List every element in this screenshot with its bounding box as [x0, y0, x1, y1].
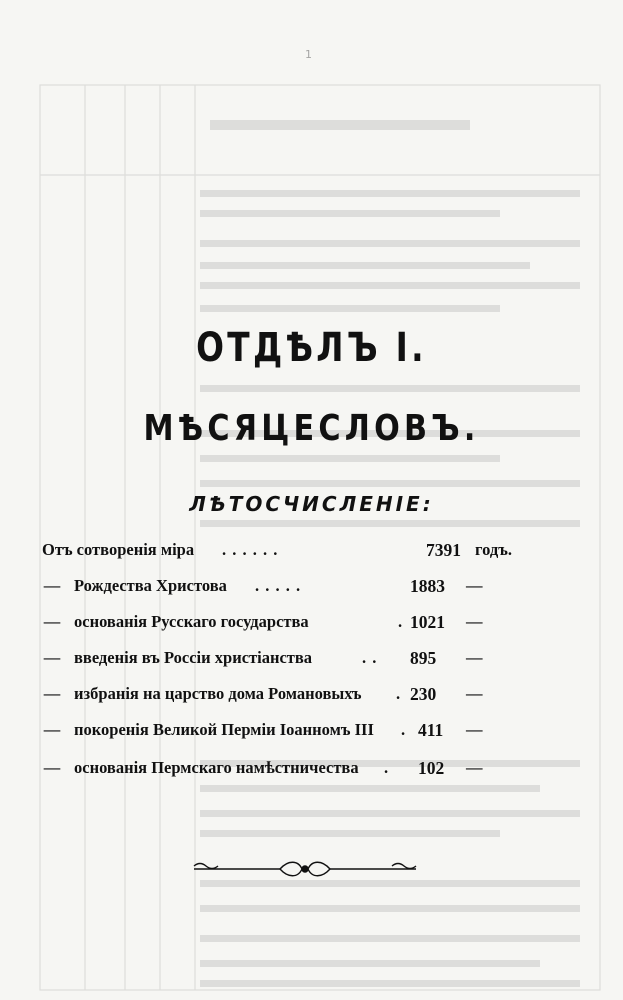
- row-dash: —: [43, 684, 61, 703]
- row-label: введенія въ Россіи христіанства: [74, 648, 313, 667]
- row-dash: —: [43, 648, 61, 667]
- row-value: 102: [418, 758, 445, 778]
- row-unit: годъ.: [475, 540, 512, 559]
- chronology-row: [0, 648, 623, 678]
- row-label: основанія Пермскаго намѣстничества: [74, 758, 359, 777]
- row-label: Отъ сотворенія міра: [42, 540, 195, 559]
- row-unit: —: [466, 720, 483, 739]
- chronology-heading: ЛѢТОСЧИСЛЕНІЕ:: [189, 492, 434, 516]
- row-value: 411: [418, 720, 444, 740]
- row-unit: —: [466, 758, 483, 777]
- row-label: избранія на царство дома Романовыхъ: [74, 684, 362, 703]
- row-value: 1021: [410, 612, 445, 632]
- row-unit: —: [466, 648, 483, 667]
- row-unit: —: [466, 684, 483, 703]
- chronology-row: [0, 720, 623, 750]
- row-label: Рождества Христова: [74, 576, 227, 595]
- chronology-row: [0, 612, 623, 642]
- section-title: ОТДѢЛЪ I.: [196, 325, 427, 371]
- row-value: 1883: [410, 576, 445, 596]
- row-value: 895: [410, 648, 437, 668]
- row-unit: —: [466, 612, 483, 631]
- row-dots: .: [396, 684, 402, 703]
- chronology-row: [0, 684, 623, 714]
- page-marker: 1: [305, 48, 312, 61]
- ornament-divider: [190, 858, 420, 880]
- row-dash: —: [43, 758, 61, 777]
- section-subtitle: МѢСЯЦЕСЛОВЪ.: [143, 408, 480, 449]
- row-dots: . . . . . .: [222, 540, 279, 559]
- row-dash: —: [43, 720, 61, 739]
- chronology-row: [0, 576, 623, 606]
- row-dots: . .: [362, 648, 378, 667]
- chronology-row: [0, 758, 623, 788]
- row-dots: .: [398, 612, 404, 631]
- row-dash: —: [43, 576, 61, 595]
- row-value: 7391: [426, 540, 461, 560]
- row-dots: . . . . .: [255, 576, 302, 595]
- chronology-row: [0, 540, 623, 570]
- row-dash: —: [43, 612, 61, 631]
- row-label: покоренія Великой Перміи Іоанномъ III: [74, 720, 374, 739]
- row-value: 230: [410, 684, 437, 704]
- row-label: основанія Русскаго государства: [74, 612, 309, 631]
- row-dots: .: [401, 720, 407, 739]
- row-dots: .: [384, 758, 390, 777]
- row-unit: —: [466, 576, 483, 595]
